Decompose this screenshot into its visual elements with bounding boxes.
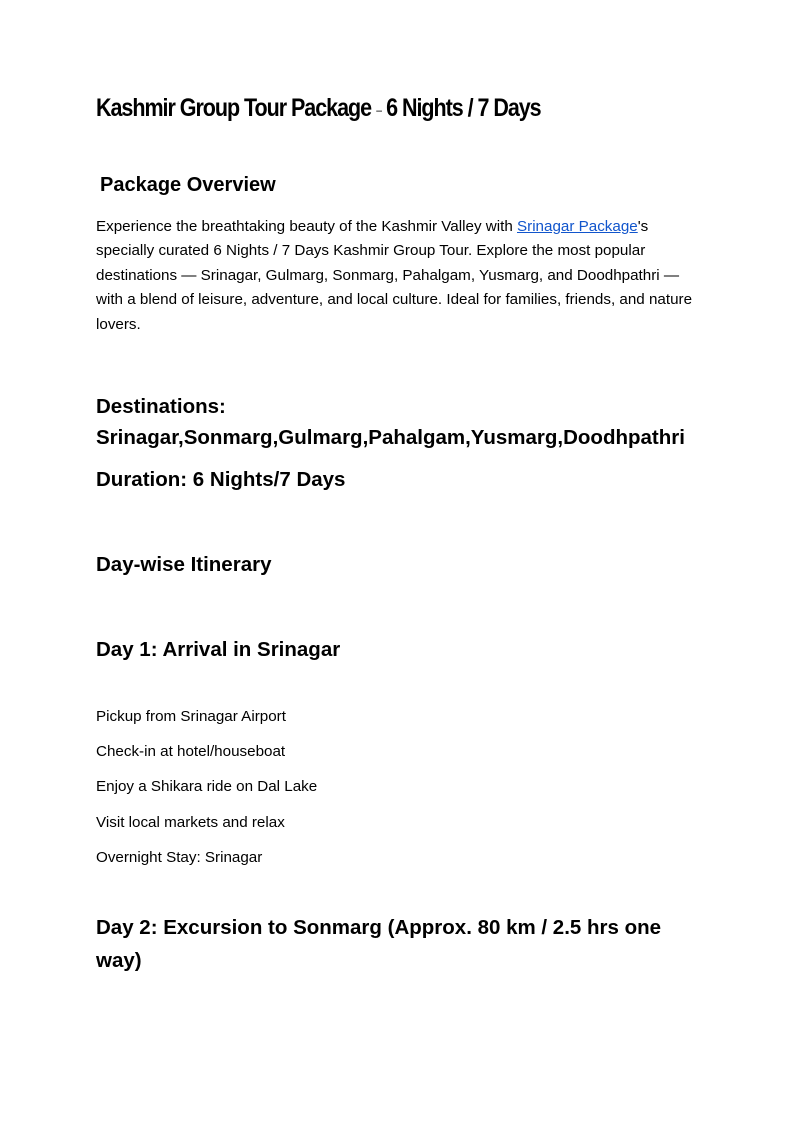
list-item: Overnight Stay: Srinagar	[96, 848, 263, 866]
list-item: Enjoy a Shikara ride on Dal Lake	[96, 778, 318, 796]
overview-paragraph	[96, 215, 706, 337]
list-item: Pickup from Srinagar Airport	[96, 708, 286, 725]
itinerary-heading: Day-wise Itinerary	[96, 553, 272, 576]
overview-text-before-link: Experience the breathtaking beauty of the Kashmir Valley with	[96, 218, 517, 235]
day1-activity-list	[96, 705, 317, 881]
page-title	[96, 94, 541, 123]
title-duration: 6 Nights / 7 Days	[386, 94, 541, 122]
list-item: Check-in at hotel/houseboat	[96, 743, 286, 761]
title-dash: –	[376, 103, 381, 117]
title-main: Kashmir Group Tour Package	[96, 94, 372, 122]
overview-heading: Package Overview	[100, 174, 276, 196]
list-item: Visit local markets and relax	[96, 813, 285, 831]
overview-text-after-link: 's specially curated 6 Nights / 7 Days Kashmir Group Tour. Explore the most popular destinations — Srinagar, Gulmarg, Sonmarg, Pahalgam, Yusmarg, and Doodhpathri — with a blend of leisure, adventure, and local culture. Ideal for families, friends, and nature lovers.	[96, 218, 693, 333]
day1-heading: Day 1: Arrival in Srinagar	[96, 638, 341, 661]
destinations-heading: Destinations: Srinagar,Sonmarg,Gulmarg,Pahalgam,Yusmarg,Doodhpathri	[96, 395, 685, 449]
day2-heading: Day 2: Excursion to Sonmarg (Approx. 80 km / 2.5 hrs one way)	[96, 916, 662, 972]
duration-heading: Duration: 6 Nights/7 Days	[96, 468, 346, 491]
srinagar-package-link[interactable]: Srinagar Package	[517, 218, 638, 235]
